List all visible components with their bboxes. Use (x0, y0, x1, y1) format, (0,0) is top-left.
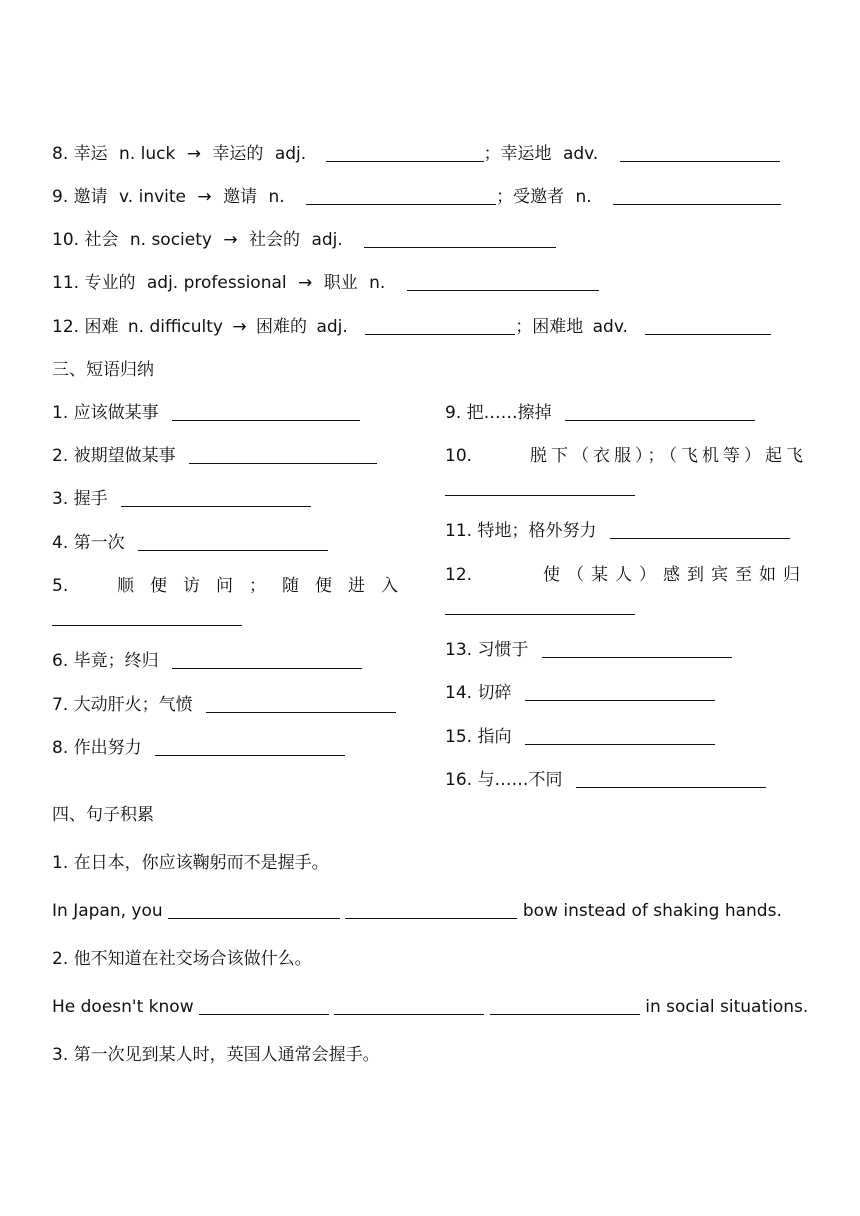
item-number: 15. (445, 727, 473, 747)
sentence-start: In Japan, you (52, 901, 163, 921)
phrase-item (52, 445, 377, 467)
arrow-icon: → (232, 317, 247, 337)
phrase-text: 被期望做某事 (73, 446, 176, 466)
phrase-item (445, 639, 732, 661)
phrase-item (445, 520, 790, 542)
phrase-item (52, 737, 345, 759)
item-number: 4. (52, 533, 69, 553)
sentence-answer-line (52, 996, 808, 1018)
phrase-blank-wrap (445, 477, 635, 499)
answer-blank[interactable] (138, 534, 328, 551)
arrow-icon: → (223, 230, 238, 250)
derived-pos: adj. (274, 144, 307, 164)
phrase-text: 顺便访问；随便进入 (117, 576, 414, 596)
separator: ； (483, 144, 501, 164)
answer-blank[interactable] (525, 684, 715, 701)
phrase-text: 握手 (73, 489, 108, 509)
answer-blank[interactable] (121, 490, 311, 507)
word-form-row (52, 316, 771, 338)
answer-blank[interactable] (542, 641, 732, 658)
section-title: 三、短语归纳 (52, 360, 154, 380)
derived-word-cn: 困难地 (532, 317, 584, 337)
item-number: 6. (52, 651, 69, 671)
item-number: 3. (52, 489, 69, 509)
phrase-item (445, 726, 715, 748)
sentence-prompt: 3. 第一次见到某人时，英国人通常会握手。 (52, 1045, 380, 1065)
english-word: professional (183, 273, 287, 293)
phrase-item (445, 402, 755, 424)
phrase-text: 指向 (477, 727, 512, 747)
part-of-speech: n. (119, 144, 136, 164)
sentence-end: in social situations. (645, 997, 809, 1017)
answer-blank[interactable] (645, 318, 771, 335)
answer-blank[interactable] (334, 998, 484, 1015)
part-of-speech: n. (129, 230, 147, 250)
item-number: 10. (445, 446, 473, 466)
derived-pos: adj. (311, 230, 343, 250)
sentence-prompt: 1. 在日本，你应该鞠躬而不是握手。 (52, 853, 329, 873)
english-word: invite (138, 187, 187, 207)
arrow-icon: → (186, 144, 201, 164)
phrase-blank-wrap (52, 607, 242, 629)
word-form-row (52, 186, 781, 208)
derived-pos: adv. (562, 144, 599, 164)
item-number: 14. (445, 683, 473, 703)
phrase-text: 脱下（衣服）；（飞机等）起飞 (530, 446, 807, 466)
answer-blank[interactable] (445, 598, 635, 615)
answer-blank[interactable] (206, 696, 396, 713)
answer-blank[interactable] (364, 231, 556, 248)
phrase-item (52, 402, 360, 424)
separator: ； (496, 187, 514, 207)
answer-blank[interactable] (168, 902, 340, 919)
derived-word-cn: 幸运地 (500, 144, 552, 164)
answer-blank[interactable] (155, 739, 345, 756)
word-form-row (52, 272, 599, 294)
phrase-text: 应该做某事 (73, 403, 159, 423)
answer-blank[interactable] (365, 318, 515, 335)
item-number: 13. (445, 640, 473, 660)
answer-blank[interactable] (613, 188, 781, 205)
phrase-text: 习惯于 (477, 640, 529, 660)
phrase-text: 毕竟；终归 (73, 651, 159, 671)
chinese-word: 专业的 (84, 273, 136, 293)
item-number: 9. (52, 187, 69, 207)
phrase-item (52, 694, 396, 716)
phrase-text: 把……擦掉 (466, 403, 552, 423)
phrase-text: 作出努力 (73, 738, 142, 758)
phrase-item (52, 532, 328, 554)
answer-blank[interactable] (445, 479, 635, 496)
answer-blank[interactable] (490, 998, 640, 1015)
part-of-speech: n. (127, 317, 145, 337)
phrase-text: 第一次 (73, 533, 125, 553)
item-number: 11. (52, 273, 80, 293)
phrase-item (445, 769, 766, 791)
derived-word-cn: 幸运的 (212, 144, 264, 164)
item-number: 16. (445, 770, 473, 790)
phrase-text: 与……不同 (477, 770, 563, 790)
word-form-row (52, 229, 556, 251)
phrase-text: 切碎 (477, 683, 512, 703)
answer-blank[interactable] (326, 145, 484, 162)
english-word: difficulty (149, 317, 223, 337)
english-word: society (151, 230, 212, 250)
answer-blank[interactable] (306, 188, 496, 205)
answer-blank[interactable] (576, 771, 766, 788)
arrow-icon: → (197, 187, 212, 207)
item-number: 7. (52, 695, 69, 715)
separator: ； (515, 317, 533, 337)
phrase-text: 使（某人）感到宾至如归 (543, 565, 807, 585)
phrase-text: 特地；格外努力 (477, 521, 597, 541)
item-number: 1. (52, 403, 69, 423)
answer-blank[interactable] (525, 728, 715, 745)
phrase-item (445, 682, 715, 704)
chinese-word: 社会 (84, 230, 119, 250)
item-number: 10. (52, 230, 80, 250)
answer-blank[interactable] (189, 447, 377, 464)
answer-blank[interactable] (610, 522, 790, 539)
item-number: 9. (445, 403, 462, 423)
sentence-start: He doesn't know (52, 997, 194, 1017)
item-number: 5. (52, 576, 69, 596)
phrase-item (52, 575, 414, 597)
derived-pos: n. (575, 187, 592, 207)
answer-blank[interactable] (345, 902, 517, 919)
chinese-word: 困难 (84, 317, 119, 337)
item-number: 8. (52, 738, 69, 758)
answer-blank[interactable] (172, 652, 362, 669)
arrow-icon: → (298, 273, 313, 293)
part-of-speech: adj. (146, 273, 179, 293)
derived-pos: adv. (592, 317, 628, 337)
answer-blank[interactable] (565, 404, 755, 421)
derived-word-cn: 困难的 (256, 317, 308, 337)
section-title: 四、句子积累 (52, 805, 154, 825)
item-number: 11. (445, 521, 473, 541)
derived-pos: n. (268, 187, 285, 207)
chinese-word: 邀请 (73, 187, 108, 207)
item-number: 8. (52, 144, 69, 164)
phrase-item (445, 445, 807, 467)
answer-blank[interactable] (620, 145, 780, 162)
answer-blank[interactable] (52, 609, 242, 626)
phrase-item (445, 564, 807, 586)
derived-word-cn: 受邀者 (513, 187, 565, 207)
item-number: 12. (445, 565, 473, 585)
phrase-blank-wrap (445, 596, 635, 618)
derived-pos: adj. (316, 317, 348, 337)
phrase-item (52, 650, 362, 672)
item-number: 2. (52, 446, 69, 466)
phrase-text: 大动肝火；气愤 (73, 695, 193, 715)
word-form-row (52, 143, 780, 165)
sentence-end: bow instead of shaking hands. (522, 901, 782, 921)
derived-word-cn: 职业 (323, 273, 358, 293)
answer-blank[interactable] (172, 404, 360, 421)
sentence-answer-line (52, 900, 782, 922)
sentence-prompt: 2. 他不知道在社交场合该做什么。 (52, 949, 312, 969)
answer-blank[interactable] (199, 998, 329, 1015)
english-word: luck (140, 144, 176, 164)
derived-pos: n. (369, 273, 386, 293)
phrase-item (52, 488, 311, 510)
item-number: 12. (52, 317, 80, 337)
part-of-speech: v. (119, 187, 134, 207)
derived-word-cn: 邀请 (223, 187, 258, 207)
chinese-word: 幸运 (73, 144, 108, 164)
answer-blank[interactable] (407, 274, 599, 291)
derived-word-cn: 社会的 (249, 230, 301, 250)
